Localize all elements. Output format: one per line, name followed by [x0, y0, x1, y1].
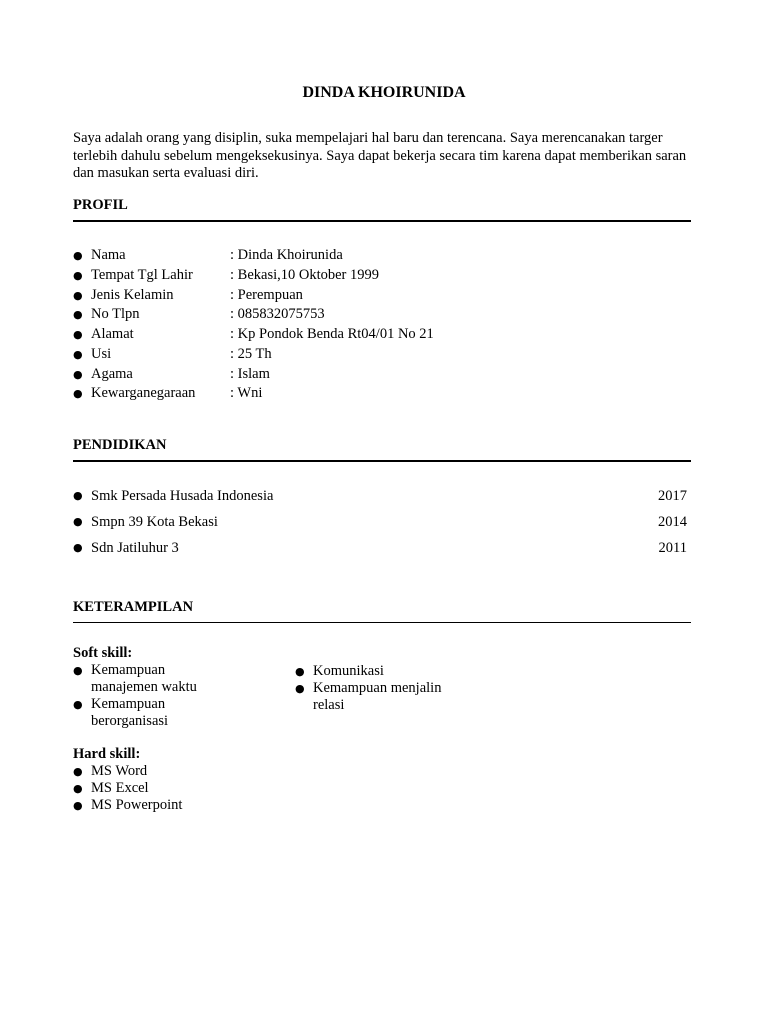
profile-label: Tempat Tgl Lahir — [91, 266, 193, 283]
skill-item — [73, 696, 223, 730]
skill-item — [73, 797, 323, 814]
bullet-icon: ● — [73, 515, 83, 528]
education-year: 2014 — [658, 514, 687, 530]
profile-item — [73, 384, 434, 404]
bullet-icon: ● — [73, 489, 83, 502]
profile-label: Kewarganegaraan — [91, 385, 196, 402]
skill-label: Kemampuan menjalin relasi — [313, 680, 442, 713]
profile-item — [73, 266, 434, 286]
skill-label: MS Word — [91, 763, 148, 779]
profile-label: Usi — [91, 345, 112, 362]
profile-label: No Tlpn — [91, 306, 140, 323]
skill-item — [295, 663, 445, 680]
profile-item — [73, 305, 434, 325]
skill-item — [73, 662, 223, 696]
bullet-icon: ● — [73, 367, 83, 381]
profile-value: : Perempuan — [230, 286, 303, 303]
bullet-icon: ● — [73, 664, 83, 677]
profile-item — [73, 325, 434, 345]
profile-label: Alamat — [91, 326, 134, 342]
bullet-icon: ● — [73, 765, 83, 778]
profile-item — [73, 345, 434, 365]
education-school: Smpn 39 Kota Bekasi — [91, 514, 218, 530]
resume-name: DINDA KHOIRUNIDA — [302, 84, 466, 101]
skill-item — [295, 680, 445, 714]
summary-paragraph: Saya adalah orang yang disiplin, suka mempelajari hal baru dan terencana. Saya merencanakan targer terlebih dahulu sebelum mengeksekusinya. Saya dapat bekerja secara tim karena dapat memberikan saran dan masukan serta evaluasi diri. — [73, 130, 687, 181]
profile-item — [73, 286, 434, 306]
skill-item — [73, 780, 323, 797]
skill-label: Kemampuan berorganisasi — [91, 696, 169, 729]
education-list — [73, 483, 687, 561]
profile-value: : Wni — [230, 385, 263, 402]
education-school: Sdn Jatiluhur 3 — [91, 540, 179, 556]
skill-label: MS Excel — [91, 780, 149, 796]
profile-label: Nama — [91, 247, 126, 263]
section-heading-profil: PROFIL — [73, 197, 691, 222]
soft-skill-list-right — [295, 663, 445, 714]
bullet-icon: ● — [73, 782, 83, 795]
profile-value: : 085832075753 — [230, 306, 325, 323]
education-year: 2017 — [658, 488, 687, 504]
bullet-icon: ● — [73, 541, 83, 554]
profile-label: Agama — [91, 365, 133, 382]
education-item — [73, 483, 687, 509]
hard-skill-heading: Hard skill: — [73, 746, 141, 762]
bullet-icon: ● — [73, 288, 83, 302]
skill-label: MS Powerpoint — [91, 797, 183, 813]
skill-label: Komunikasi — [313, 663, 384, 679]
education-year: 2011 — [658, 540, 687, 556]
profile-value: : Dinda Khoirunida — [230, 247, 343, 263]
profile-value: : Kp Pondok Benda Rt04/01 No 21 — [230, 326, 434, 342]
bullet-icon: ● — [73, 698, 83, 711]
education-item — [73, 535, 687, 561]
profile-value: : 25 Th — [230, 345, 272, 362]
bullet-icon: ● — [73, 328, 83, 341]
soft-skill-list-left — [73, 662, 223, 730]
bullet-icon: ● — [295, 665, 305, 678]
bullet-icon: ● — [73, 347, 83, 361]
section-heading-keterampilan: KETERAMPILAN — [73, 599, 691, 623]
bullet-icon: ● — [73, 799, 83, 812]
profile-item — [73, 246, 434, 266]
bullet-icon: ● — [73, 308, 83, 322]
education-school: Smk Persada Husada Indonesia — [91, 488, 274, 504]
hard-skill-list — [73, 763, 323, 814]
education-item — [73, 509, 687, 535]
bullet-icon: ● — [73, 268, 83, 282]
bullet-icon: ● — [73, 249, 83, 262]
profile-value: : Islam — [230, 365, 270, 382]
bullet-icon: ● — [295, 682, 305, 695]
profile-value: : Bekasi,10 Oktober 1999 — [230, 266, 380, 283]
skill-item — [73, 763, 323, 780]
section-heading-pendidikan: PENDIDIKAN — [73, 437, 691, 462]
profile-label: Jenis Kelamin — [91, 286, 174, 303]
soft-skill-heading: Soft skill: — [73, 645, 133, 661]
bullet-icon: ● — [73, 387, 83, 401]
skill-label: Kemampuan manajemen waktu — [91, 662, 197, 695]
profile-list — [73, 246, 434, 404]
profile-item — [73, 365, 434, 385]
